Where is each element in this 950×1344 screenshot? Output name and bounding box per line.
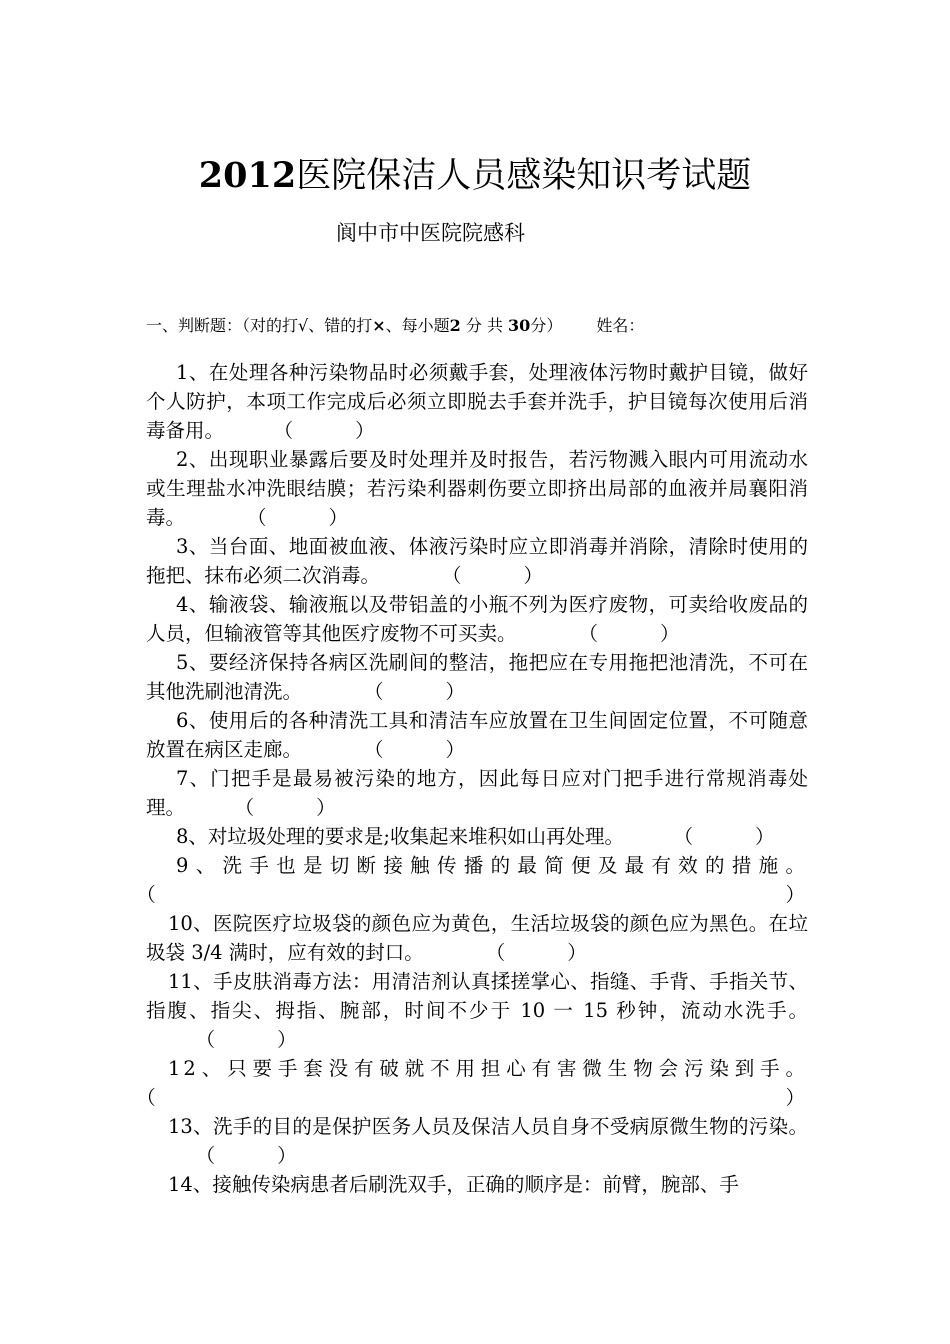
answer-parens: （ ） xyxy=(623,825,775,848)
answer-parens: （ ） xyxy=(302,738,465,761)
section-unit1: 分 共 xyxy=(465,316,503,335)
points-each: 2 xyxy=(449,316,461,335)
points-total: 30 xyxy=(508,316,531,335)
question-item: 2、出现职业暴露后要及时处理并及时报告，若污物溅入眼内可用流动水或生理盐水冲洗眼结膜；若污染利器刺伤要立即挤出局部的血液并局襄阳消毒。 （ ） xyxy=(146,448,808,529)
question-item: 11、手皮肤消毒方法：用清洁剂认真揉搓掌心、指缝、手背、手指关节、指腹、指尖、拇指、腕部，时间不少于 10 一 15 秒钟，流动水洗手。 （ ） xyxy=(146,970,808,1051)
answer-parens: （ ） xyxy=(146,1144,297,1167)
question-item: 10、医院医疗垃圾袋的颜色应为黄色，生活垃圾袋的颜色应为黑色。在垃圾袋 3/4 满时，应有效的封口。 （ ） xyxy=(146,912,808,964)
question-item: 12、只要手套没有破就不用担心有害微生物会污染到手。（ ） xyxy=(146,1057,808,1109)
answer-parens: （ ） xyxy=(380,564,543,587)
question-item: 1、在处理各种污染物品时必须戴手套，处理液体污物时戴护目镜，做好个人防护，本项工作完成后必须立即脱去手套并洗手，护目镜每次使用后消毒备用。 （ ） xyxy=(146,361,808,442)
section-heading xyxy=(146,314,846,338)
document-title xyxy=(0,152,950,200)
question-item: 8、对垃圾处理的要求是;收集起来堆积如山再处理。 （ ） xyxy=(176,825,775,848)
cross-mark: × xyxy=(372,316,386,335)
title-year: 2012 xyxy=(198,155,297,196)
question-item: 6、使用后的各种清洗工具和清洁车应放置在卫生间固定位置，不可随意放置在病区走廊。 （ ） xyxy=(146,709,808,761)
answer-parens: （ ） xyxy=(146,1028,297,1051)
document-subtitle: 阆中市中医院院感科 xyxy=(336,221,525,245)
question-item: 13、洗手的目的是保护医务人员及保洁人员自身不受病原微生物的污染。 （ ） xyxy=(146,1115,808,1167)
name-label: 姓名： xyxy=(596,316,645,335)
question-item: 4、输液袋、输液瓶以及带铝盖的小瓶不列为医疗废物，可卖给收废品的人员，但输液管等其他医疗废物不可买卖。 （ ） xyxy=(146,593,808,645)
title-text: 医院保洁人员感染知识考试题 xyxy=(296,156,752,196)
answer-parens: （ ） xyxy=(423,941,587,964)
answer-parens: （ ） xyxy=(224,419,375,442)
answer-parens: （ ） xyxy=(185,506,348,529)
question-item: 14、接触传染病患者后刷洗双手，正确的顺序是：前臂，腕部、手 xyxy=(168,1173,739,1196)
answer-parens: （ ） xyxy=(516,622,680,645)
question-item: 7、门把手是最易被污染的地方，因此每日应对门把手进行常规消毒处理。 （ ） xyxy=(146,767,808,819)
question-item: 3、当台面、地面被血液、体液污染时应立即消毒并消除，清除时使用的拖把、抹布必须二次消毒。 （ ） xyxy=(146,535,808,587)
section-unit2: 分） xyxy=(530,316,563,335)
answer-parens: （ ） xyxy=(146,883,808,906)
answer-parens: （ ） xyxy=(302,680,465,703)
section-prefix: 一、判断题：（对的打√、错的打 xyxy=(146,316,373,335)
answer-parens: （ ） xyxy=(146,1086,808,1109)
question-item: 5、要经济保持各病区洗刷间的整洁，拖把应在专用拖把池清洗，不可在其他洗刷池清洗。 （ ） xyxy=(146,651,808,703)
answer-parens: （ ） xyxy=(185,796,336,819)
question-list xyxy=(146,358,808,1199)
section-mid: 、每小题 xyxy=(385,316,450,335)
question-item: 9、洗手也是切断接触传播的最简便及最有效的措施。（ ） xyxy=(146,854,808,906)
